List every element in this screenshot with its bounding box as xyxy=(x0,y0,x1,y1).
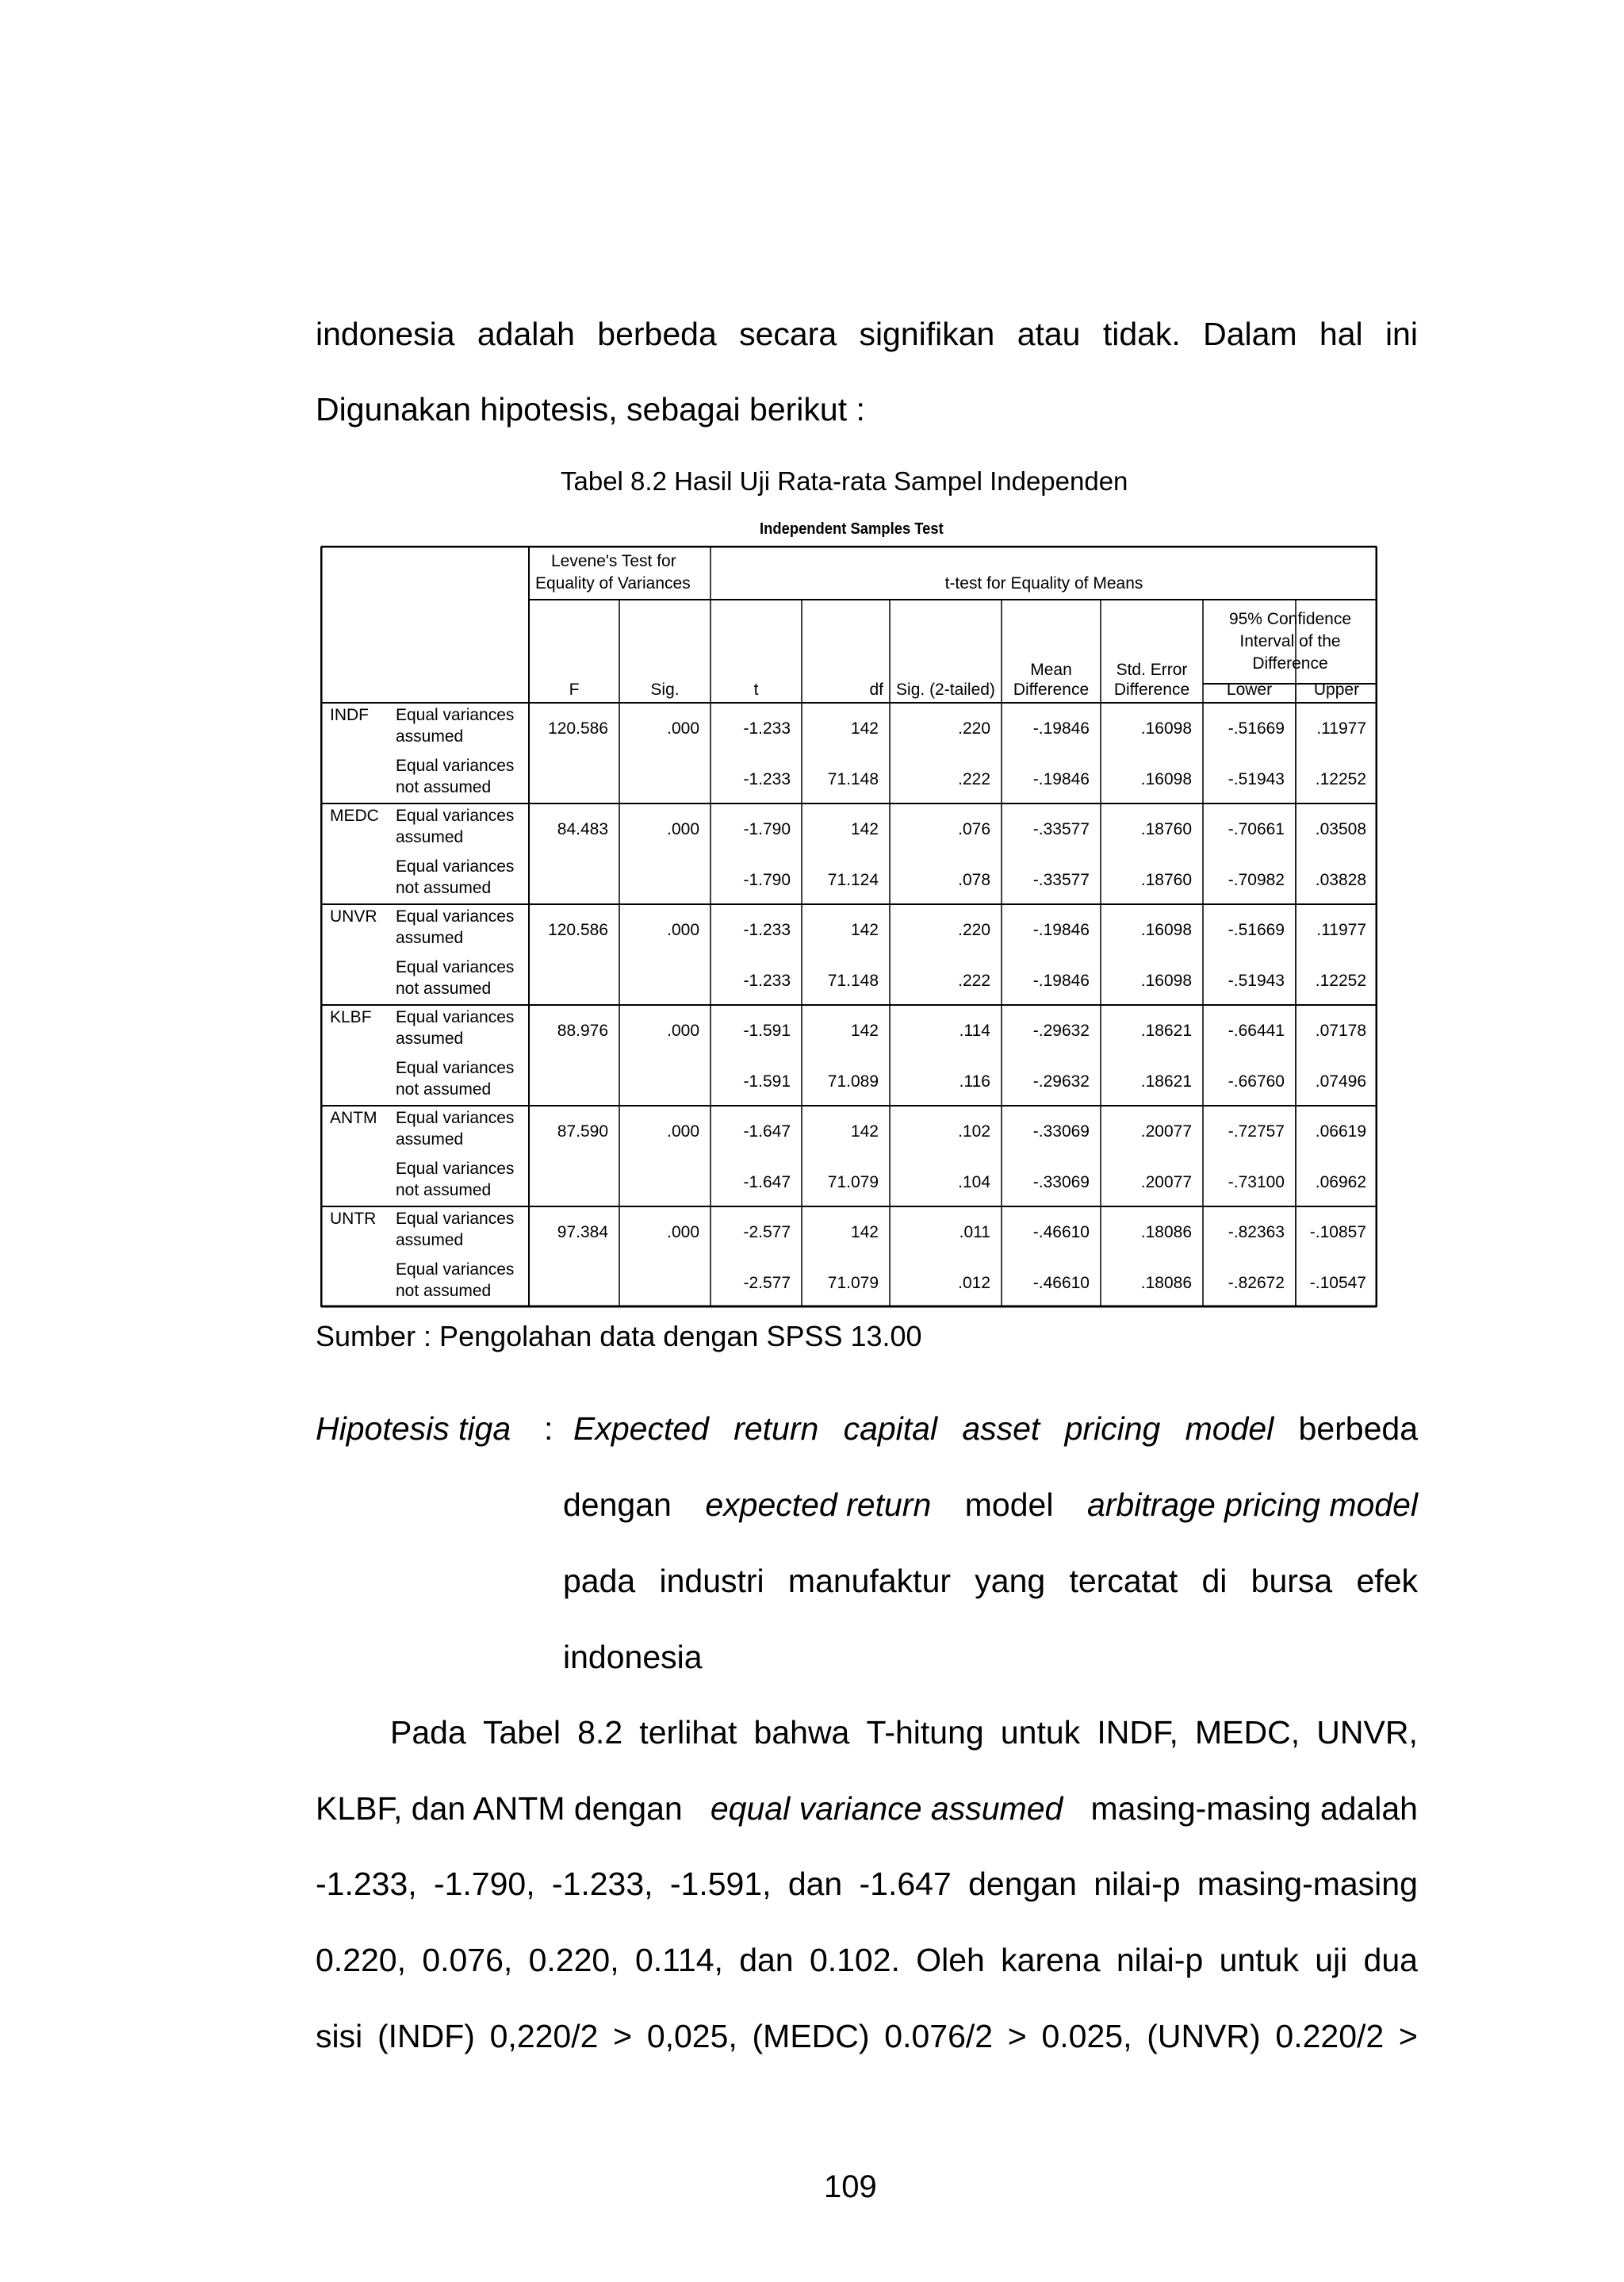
levene-header: Equality of Variances xyxy=(535,574,691,593)
variance-label: Equal variances xyxy=(396,706,515,724)
body-line-5-word: 0,220/2 xyxy=(489,2018,599,2054)
cell-t: -1.233 xyxy=(743,769,791,788)
body-line-1-word: Tabel xyxy=(482,1714,561,1751)
company-label: UNTR xyxy=(330,1210,377,1228)
cell-md: -.46610 xyxy=(1032,1223,1090,1241)
hypothesis-line-1 xyxy=(573,1409,1418,1448)
hypothesis-line-4: indonesia xyxy=(563,1639,703,1675)
cell-up: .03508 xyxy=(1315,820,1366,838)
cell-md: -.29632 xyxy=(1032,1072,1090,1091)
hypothesis-line-1-word: asset xyxy=(962,1410,1040,1447)
body-line-1-word: 8.2 xyxy=(577,1714,623,1751)
cell-se: .18621 xyxy=(1140,1072,1192,1091)
body-line-4-word: 0.220, xyxy=(528,1942,619,1978)
ci-header: 95% Confidence xyxy=(1228,610,1352,628)
cell-md: -.19846 xyxy=(1032,769,1090,788)
body-line-3-word: -1.647 xyxy=(859,1866,952,1902)
cell-df: 142 xyxy=(850,1022,879,1040)
body-line-3-word: dengan xyxy=(968,1866,1077,1902)
cell-up: .06619 xyxy=(1315,1122,1366,1141)
body-line-4-word: 0.102. xyxy=(809,1942,900,1978)
body-line-5-word: > xyxy=(1007,2018,1027,2054)
body-line-5-word: (MEDC) xyxy=(752,2018,870,2054)
body-line-4 xyxy=(316,1941,1418,1979)
body-line-3-word: -1.233, xyxy=(316,1866,417,1902)
body-line-4-word: dua xyxy=(1363,1942,1418,1978)
hypothesis-line-1-word: Expected xyxy=(573,1410,709,1447)
cell-df: 71.079 xyxy=(827,1172,879,1191)
cell-lo: -.51669 xyxy=(1228,921,1285,939)
cell-se: .16098 xyxy=(1140,921,1192,939)
cell-t: -1.647 xyxy=(743,1172,791,1191)
cell-sig2: .011 xyxy=(959,1223,990,1241)
cell-up: .12252 xyxy=(1315,971,1366,990)
variance-label: Equal variances xyxy=(396,1008,515,1026)
body-line-3-word: -1.233, xyxy=(551,1866,653,1902)
col-header: Mean xyxy=(1030,661,1072,679)
cell-sig: .000 xyxy=(667,820,699,838)
variance-label: Equal variances xyxy=(396,1210,515,1228)
cell-up: .12252 xyxy=(1315,769,1366,788)
cell-md: -.19846 xyxy=(1032,921,1090,939)
col-header: t xyxy=(753,681,759,699)
cell-lo: -.70661 xyxy=(1228,820,1285,838)
intro-word: secara xyxy=(739,316,837,352)
cell-sig: .000 xyxy=(667,1223,699,1241)
body-line-4-word: 0.114, xyxy=(634,1942,723,1978)
body-line-3 xyxy=(316,1865,1418,1903)
col-header: df xyxy=(869,681,883,699)
body-line-5-word: 0.076/2 xyxy=(884,2018,994,2054)
intro-word: berbeda xyxy=(597,316,717,352)
cell-up: .06962 xyxy=(1315,1172,1366,1191)
body-line-5-word: 0,025, xyxy=(646,2018,737,2054)
page-number: 109 xyxy=(824,2169,877,2204)
cell-up: .11977 xyxy=(1316,719,1366,738)
variance-label: Equal variances xyxy=(396,1058,515,1077)
body-line-1-word: Pada xyxy=(390,1714,466,1751)
hypothesis-line-2-word: arbitrage pricing model xyxy=(1086,1486,1418,1523)
variance-label: assumed xyxy=(396,929,464,947)
hypothesis-label-row xyxy=(316,1409,1418,1448)
hypothesis-line-3-word: tercatat xyxy=(1069,1563,1178,1599)
variance-label: Equal variances xyxy=(396,907,515,926)
intro-word: adalah xyxy=(477,316,575,352)
body-line-1 xyxy=(390,1713,1418,1751)
cell-se: .16098 xyxy=(1140,971,1192,990)
body-line-2-part-a: KLBF, dan ANTM dengan xyxy=(316,1790,692,1827)
body-line-2-emphasis: equal variance assumed xyxy=(710,1790,1063,1827)
variance-label: Equal variances xyxy=(396,807,515,825)
body-line-5-word: 0.220/2 xyxy=(1275,2018,1385,2054)
cell-t: -1.591 xyxy=(743,1022,791,1040)
company-label: ANTM xyxy=(330,1109,377,1127)
cell-t: -1.591 xyxy=(743,1072,791,1091)
cell-md: -.33577 xyxy=(1032,870,1090,889)
variance-label: assumed xyxy=(396,1231,464,1249)
levene-header: Levene's Test for xyxy=(551,552,676,570)
cell-sig2: .116 xyxy=(959,1072,990,1091)
cell-se: .18760 xyxy=(1140,820,1192,838)
cell-t: -1.233 xyxy=(743,719,791,738)
body-line-1-word: MEDC, xyxy=(1195,1714,1300,1751)
cell-sig: .000 xyxy=(667,921,699,939)
hypothesis-line-3 xyxy=(563,1562,1418,1600)
cell-F: 97.384 xyxy=(557,1223,608,1241)
cell-t: -2.577 xyxy=(743,1273,791,1292)
cell-F: 120.586 xyxy=(548,921,608,939)
body-line-3-word: masing-masing xyxy=(1197,1866,1418,1902)
cell-sig: .000 xyxy=(667,1122,699,1141)
cell-df: 71.089 xyxy=(827,1072,879,1091)
cell-lo: -.51943 xyxy=(1228,769,1285,788)
variance-label: assumed xyxy=(396,828,464,846)
cell-md: -.46610 xyxy=(1032,1273,1090,1292)
cell-up: .11977 xyxy=(1316,921,1366,939)
cell-t: -1.233 xyxy=(743,921,791,939)
cell-df: 71.124 xyxy=(827,870,879,889)
variance-label: Equal variances xyxy=(396,1109,515,1127)
body-line-5 xyxy=(316,2017,1418,2055)
cell-md: -.29632 xyxy=(1032,1022,1090,1040)
hypothesis-line-3-word: industri xyxy=(659,1563,764,1599)
cell-md: -.33069 xyxy=(1032,1122,1090,1141)
cell-up: .07178 xyxy=(1315,1022,1366,1040)
cell-se: .20077 xyxy=(1140,1122,1192,1141)
intro-line-1 xyxy=(316,315,1418,353)
cell-lo: -.82672 xyxy=(1228,1273,1285,1292)
cell-F: 84.483 xyxy=(557,820,608,838)
hypothesis-line-1-word: pricing xyxy=(1064,1410,1161,1447)
cell-se: .18760 xyxy=(1140,870,1192,889)
col-header: Sig. (2-tailed) xyxy=(896,681,995,699)
body-line-5-word: sisi xyxy=(316,2018,363,2054)
company-label: KLBF xyxy=(330,1008,372,1026)
col-header: Difference xyxy=(1013,681,1090,699)
cell-F: 87.590 xyxy=(557,1122,608,1141)
cell-df: 142 xyxy=(850,719,879,738)
body-line-4-word: Oleh xyxy=(916,1942,985,1978)
variance-label: Equal variances xyxy=(396,756,515,775)
ttest-header: t-test for Equality of Means xyxy=(944,574,1143,593)
cell-t: -1.647 xyxy=(743,1122,791,1141)
cell-sig2: .102 xyxy=(958,1122,990,1141)
body-line-1-word: T-hitung xyxy=(866,1714,984,1751)
cell-up: .03828 xyxy=(1315,870,1366,889)
cell-sig2: .078 xyxy=(958,870,990,889)
intro-word: atau xyxy=(1017,316,1081,352)
independent-samples-test-table xyxy=(320,546,1377,1309)
cell-lo: -.72757 xyxy=(1228,1122,1285,1141)
cell-F: 120.586 xyxy=(548,719,608,738)
col-header: Difference xyxy=(1113,681,1190,699)
col-header: Std. Error xyxy=(1116,661,1188,679)
body-line-4-word: 0.220, xyxy=(316,1942,406,1978)
variance-label: not assumed xyxy=(396,878,492,897)
cell-t: -2.577 xyxy=(743,1223,791,1241)
cell-sig2: .222 xyxy=(958,769,990,788)
cell-lo: -.51943 xyxy=(1228,971,1285,990)
hypothesis-line-1-word: berbeda xyxy=(1298,1410,1418,1447)
cell-se: .16098 xyxy=(1140,769,1192,788)
intro-word: indonesia xyxy=(316,316,455,352)
cell-sig2: .114 xyxy=(959,1022,990,1040)
intro-word: Dalam xyxy=(1203,316,1297,352)
cell-df: 142 xyxy=(850,921,879,939)
hypothesis-line-3-word: manufaktur xyxy=(787,1563,952,1599)
body-line-2-part-b: masing-masing adalah xyxy=(1082,1790,1418,1827)
cell-md: -.33577 xyxy=(1032,820,1090,838)
cell-se: .18621 xyxy=(1140,1022,1192,1040)
variance-label: Equal variances xyxy=(396,1260,515,1279)
cell-df: 142 xyxy=(850,1122,879,1141)
body-line-3-word: -1.790, xyxy=(433,1866,535,1902)
hypothesis-line-3-word: efek xyxy=(1356,1563,1418,1599)
hypothesis-line-3-word: bursa xyxy=(1251,1563,1333,1599)
source-note: Sumber : Pengolahan data dengan SPSS 13.00 xyxy=(316,1320,922,1352)
intro-word: hal xyxy=(1319,316,1363,352)
variance-label: not assumed xyxy=(396,1080,492,1099)
cell-lo: -.73100 xyxy=(1228,1172,1285,1191)
body-line-5-word: > xyxy=(1398,2018,1418,2054)
variance-label: not assumed xyxy=(396,777,492,796)
body-line-4-word: dan xyxy=(739,1942,794,1978)
cell-df: 71.079 xyxy=(827,1273,879,1292)
body-line-4-word: untuk xyxy=(1219,1942,1299,1978)
variance-label: Equal variances xyxy=(396,1159,515,1178)
intro-word: ini xyxy=(1385,316,1418,352)
cell-md: -.19846 xyxy=(1032,719,1090,738)
cell-up: .07496 xyxy=(1315,1072,1366,1091)
hypothesis-line-2 xyxy=(563,1486,1418,1524)
cell-df: 142 xyxy=(850,820,879,838)
body-line-1-word: bahwa xyxy=(753,1714,850,1751)
cell-up: -.10547 xyxy=(1309,1273,1366,1292)
variance-label: not assumed xyxy=(396,1281,492,1300)
cell-sig2: .220 xyxy=(958,719,990,738)
body-line-1-word: UNVR, xyxy=(1316,1714,1418,1751)
cell-t: -1.790 xyxy=(743,820,791,838)
cell-sig2: .222 xyxy=(958,971,990,990)
cell-lo: -.70982 xyxy=(1228,870,1285,889)
variance-label: not assumed xyxy=(396,979,492,998)
body-line-1-word: INDF, xyxy=(1097,1714,1178,1751)
cell-F: 88.976 xyxy=(557,1022,608,1040)
cell-se: .18086 xyxy=(1140,1223,1192,1241)
body-line-5-word: (INDF) xyxy=(377,2018,475,2054)
cell-se: .16098 xyxy=(1140,719,1192,738)
body-line-4-word: 0.076, xyxy=(422,1942,513,1978)
cell-sig2: .012 xyxy=(958,1273,990,1292)
cell-sig2: .220 xyxy=(958,921,990,939)
body-line-2 xyxy=(316,1789,1418,1828)
cell-t: -1.790 xyxy=(743,870,791,889)
spss-table-title: Independent Samples Test xyxy=(760,520,944,538)
cell-lo: -.66760 xyxy=(1228,1072,1285,1091)
company-label: MEDC xyxy=(330,807,379,825)
cell-lo: -.51669 xyxy=(1228,719,1285,738)
variance-label: assumed xyxy=(396,727,464,746)
variance-label: assumed xyxy=(396,1130,464,1149)
variance-label: not assumed xyxy=(396,1180,492,1199)
cell-se: .18086 xyxy=(1140,1273,1192,1292)
body-line-5-word: 0.025, xyxy=(1041,2018,1132,2054)
cell-md: -.33069 xyxy=(1032,1172,1090,1191)
company-label: INDF xyxy=(330,706,369,724)
cell-t: -1.233 xyxy=(743,971,791,990)
hypothesis-label: Hipotesis tiga xyxy=(316,1410,511,1447)
hypothesis-colon: : xyxy=(544,1410,553,1447)
ci-header: Interval of the xyxy=(1239,632,1341,650)
ci-header: Difference xyxy=(1252,654,1328,673)
cell-md: -.19846 xyxy=(1032,971,1090,990)
cell-lo: -.82363 xyxy=(1228,1223,1285,1241)
hypothesis-line-2-word: dengan xyxy=(563,1486,672,1523)
body-line-5-word: (UNVR) xyxy=(1147,2018,1261,2054)
cell-sig2: .104 xyxy=(958,1172,990,1191)
company-label: UNVR xyxy=(330,907,377,926)
cell-df: 71.148 xyxy=(827,971,879,990)
col-header: Sig. xyxy=(650,681,680,699)
body-line-4-word: uji xyxy=(1315,1942,1348,1978)
cell-sig: .000 xyxy=(667,1022,699,1040)
hypothesis-line-1-word: model xyxy=(1185,1410,1274,1447)
body-line-4-word: karena xyxy=(1001,1942,1101,1978)
col-header: F xyxy=(569,681,580,699)
cell-df: 71.148 xyxy=(827,769,879,788)
body-line-3-word: nilai-p xyxy=(1094,1866,1181,1902)
cell-up: -.10857 xyxy=(1309,1223,1366,1241)
cell-df: 142 xyxy=(850,1223,879,1241)
body-line-5-word: > xyxy=(613,2018,633,2054)
cell-sig2: .076 xyxy=(958,820,990,838)
table-caption: Tabel 8.2 Hasil Uji Rata-rata Sampel Independen xyxy=(561,466,1128,496)
variance-label: Equal variances xyxy=(396,957,515,976)
variance-label: assumed xyxy=(396,1030,464,1048)
body-line-3-word: dan xyxy=(787,1866,843,1902)
body-line-1-word: terlihat xyxy=(639,1714,737,1751)
hypothesis-line-3-word: yang xyxy=(975,1563,1046,1599)
intro-word: tidak. xyxy=(1102,316,1181,352)
hypothesis-line-1-word: return xyxy=(733,1410,819,1447)
col-header: Lower xyxy=(1226,681,1273,699)
cell-lo: -.66441 xyxy=(1228,1022,1285,1040)
hypothesis-line-2-word: model xyxy=(964,1486,1054,1523)
body-line-4-word: nilai-p xyxy=(1116,1942,1204,1978)
body-line-1-word: untuk xyxy=(1000,1714,1081,1751)
cell-se: .20077 xyxy=(1140,1172,1192,1191)
intro-word: signifikan xyxy=(859,316,995,352)
col-header: Upper xyxy=(1313,681,1360,699)
variance-label: Equal variances xyxy=(396,857,515,876)
hypothesis-line-3-word: di xyxy=(1201,1563,1228,1599)
cell-sig: .000 xyxy=(667,719,699,738)
body-line-3-word: -1.591, xyxy=(669,1866,772,1902)
hypothesis-line-1-word: capital xyxy=(843,1410,938,1447)
hypothesis-line-3-word: pada xyxy=(563,1563,636,1599)
hypothesis-line-2-word: expected return xyxy=(705,1486,932,1523)
intro-line-2: Digunakan hipotesis, sebagai berikut : xyxy=(316,391,865,428)
